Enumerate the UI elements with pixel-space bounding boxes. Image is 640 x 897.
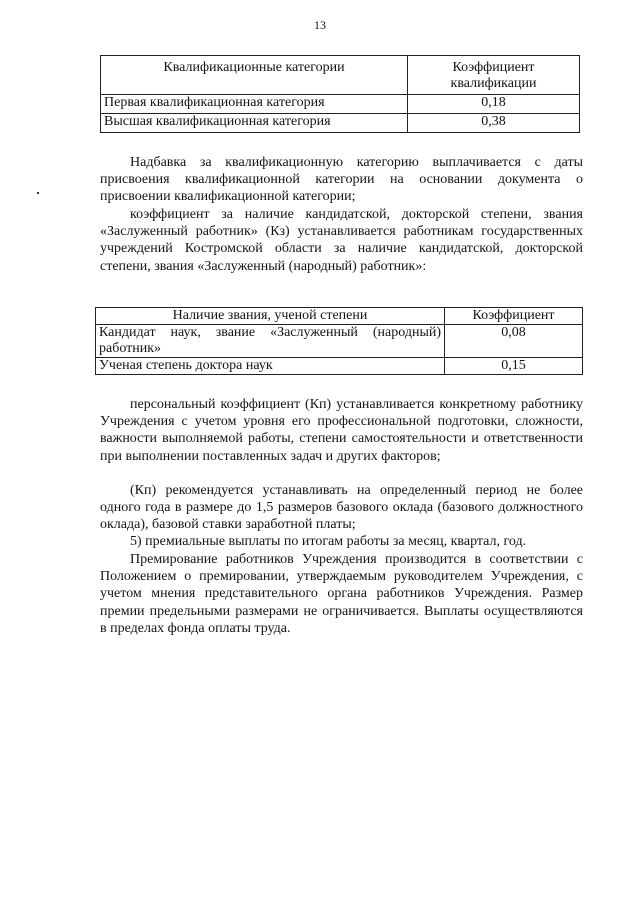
table-cell: Первая квалификационная категория <box>101 95 408 114</box>
paragraph: персональный коэффициент (Кп) устанавливается конкретному работнику Учреждения с учетом уровня его профессиональной подготовки, сложности, важности выполняемой работы, степени самостоятельности и ответственности при выполнении поставленных задач и других факторов; <box>100 397 583 464</box>
table-header-cell: Коэффициент квалификации <box>408 56 580 95</box>
table-cell: Кандидат наук, звание «Заслуженный (народный) работник» <box>96 325 445 358</box>
table-header-row <box>96 308 583 325</box>
degree-coefficient-table <box>95 307 583 375</box>
paragraph: коэффициент за наличие кандидатской, докторской степени, звания «Заслуженный работник» (Кз) устанавливается работникам государственных учреждений Костромской области за наличие кандидатской, докторской степени, звания «Заслуженный (народный) работник»: <box>100 207 583 274</box>
table-cell: Ученая степень доктора наук <box>96 358 445 375</box>
table-header-cell: Квалификационные категории <box>101 56 408 95</box>
page-number: 13 <box>314 18 326 32</box>
table-header-row <box>101 56 580 95</box>
scan-speck <box>37 192 39 194</box>
table-header-cell: Коэффициент <box>445 308 583 325</box>
paragraph: Надбавка за квалификационную категорию выплачивается с даты присвоения квалификационной категории на основании документа о присвоении квалификационной категории; <box>100 155 583 205</box>
table-cell: Высшая квалификационная категория <box>101 114 408 133</box>
qualification-category-table <box>100 55 580 133</box>
paragraph: Премирование работников Учреждения производится в соответствии с Положением о премировании, утверждаемым руководителем Учреждения, с учетом мнения представительного органа работников Учреждения. Размер премии предельными размерами не ограничивается. Выплаты осуществляются в пределах фонда оплаты труда. <box>100 552 583 636</box>
paragraph: (Кп) рекомендуется устанавливать на определенный период не более одного года в размере до 1,5 размеров базового оклада (базового должностного оклада), базовой ставки заработной платы; <box>100 483 583 533</box>
table-cell: 0,15 <box>445 358 583 375</box>
table-row <box>101 114 580 133</box>
table-row <box>101 95 580 114</box>
table-cell: 0,38 <box>408 114 580 133</box>
table-cell: 0,18 <box>408 95 580 114</box>
table-cell: 0,08 <box>445 325 583 358</box>
paragraph: 5) премиальные выплаты по итогам работы за месяц, квартал, год. <box>130 534 527 549</box>
table-row <box>96 358 583 375</box>
table-header-cell: Наличие звания, ученой степени <box>96 308 445 325</box>
table-row <box>96 325 583 358</box>
